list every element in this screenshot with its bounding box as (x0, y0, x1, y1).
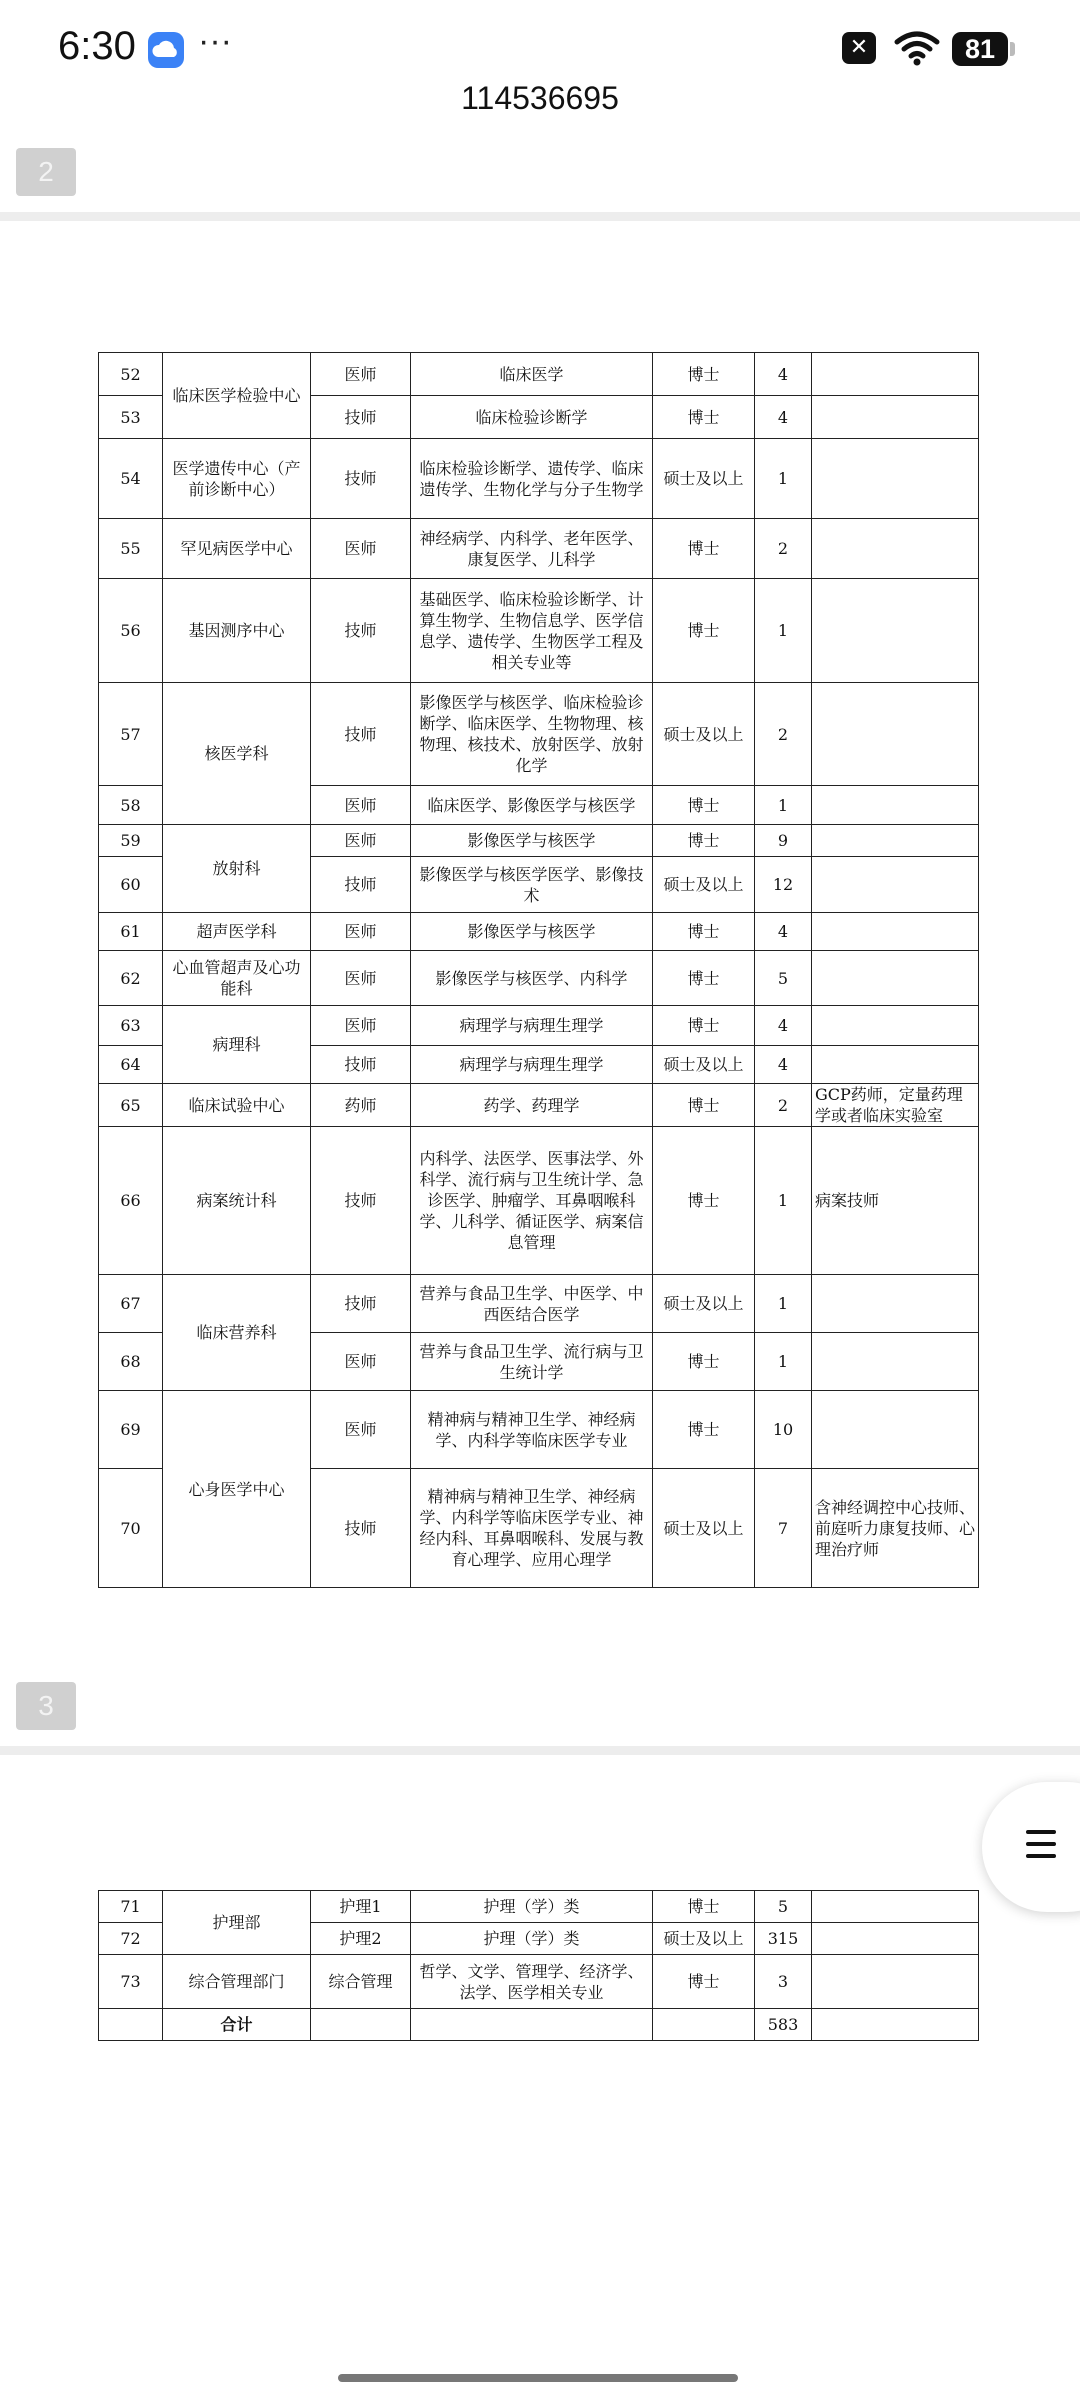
count-cell: 1 (755, 1275, 812, 1333)
count-cell: 5 (755, 1891, 812, 1923)
degree-cell: 博士 (653, 1955, 755, 2009)
note-cell (812, 683, 979, 786)
row-number: 60 (99, 857, 163, 913)
recruitment-table-page-2 (98, 352, 979, 1588)
notification-close-icon: ✕ (842, 32, 876, 64)
recruitment-table-page-3 (98, 1890, 979, 2041)
count-cell: 4 (755, 913, 812, 951)
degree-cell: 博士 (653, 396, 755, 439)
position-type: 医师 (311, 353, 411, 396)
total-count: 583 (755, 2009, 812, 2041)
degree-cell: 硕士及以上 (653, 1275, 755, 1333)
department-cell: 临床医学检验中心 (163, 353, 311, 439)
position-type: 技师 (311, 396, 411, 439)
note-cell: 含神经调控中心技师、前庭听力康复技师、心理治疗师 (812, 1469, 979, 1588)
page-number-badge: 2 (16, 148, 76, 196)
count-cell: 5 (755, 951, 812, 1006)
count-cell: 1 (755, 579, 812, 683)
major-cell: 影像医学与核医学 (411, 913, 653, 951)
position-type: 技师 (311, 439, 411, 519)
table-row (99, 1084, 979, 1127)
row-number: 63 (99, 1006, 163, 1046)
degree-cell: 硕士及以上 (653, 439, 755, 519)
note-cell (812, 786, 979, 825)
major-cell: 临床医学、影像医学与核医学 (411, 786, 653, 825)
document-title: 114536695 (461, 80, 619, 116)
degree-cell: 博士 (653, 519, 755, 579)
row-number: 58 (99, 786, 163, 825)
battery-icon: 81 (952, 32, 1008, 66)
degree-cell (653, 2009, 755, 2041)
note-cell (812, 2009, 979, 2041)
note-cell: 病案技师 (812, 1127, 979, 1275)
table-row (99, 519, 979, 579)
total-label: 合计 (163, 2009, 311, 2041)
major-cell: 临床医学 (411, 353, 653, 396)
note-cell (812, 1923, 979, 1955)
count-cell: 2 (755, 1084, 812, 1127)
home-indicator[interactable] (338, 2374, 738, 2382)
row-number (99, 2009, 163, 2041)
position-type: 医师 (311, 519, 411, 579)
table-row (99, 1127, 979, 1275)
table-row (99, 683, 979, 786)
note-cell (812, 439, 979, 519)
department-cell: 放射科 (163, 825, 311, 913)
row-number: 62 (99, 951, 163, 1006)
count-cell: 315 (755, 1923, 812, 1955)
major-cell: 影像医学与核医学、临床检验诊断学、临床医学、生物物理、核物理、核技术、放射医学、放射化学 (411, 683, 653, 786)
major-cell: 临床检验诊断学 (411, 396, 653, 439)
table-row (99, 825, 979, 857)
table-row (99, 439, 979, 519)
degree-cell: 博士 (653, 825, 755, 857)
count-cell: 2 (755, 519, 812, 579)
count-cell: 4 (755, 353, 812, 396)
degree-cell: 博士 (653, 353, 755, 396)
department-cell: 临床营养科 (163, 1275, 311, 1391)
table-row (99, 353, 979, 396)
row-number: 72 (99, 1923, 163, 1955)
position-type: 医师 (311, 913, 411, 951)
department-cell: 核医学科 (163, 683, 311, 825)
count-cell: 7 (755, 1469, 812, 1588)
note-cell (812, 353, 979, 396)
row-number: 56 (99, 579, 163, 683)
degree-cell: 硕士及以上 (653, 1923, 755, 1955)
note-cell (812, 1891, 979, 1923)
note-cell (812, 951, 979, 1006)
count-cell: 1 (755, 1333, 812, 1391)
floating-menu-button[interactable] (982, 1782, 1080, 1912)
row-number: 71 (99, 1891, 163, 1923)
note-cell (812, 913, 979, 951)
position-type: 技师 (311, 1127, 411, 1275)
major-cell: 护理（学）类 (411, 1923, 653, 1955)
note-cell (812, 579, 979, 683)
major-cell: 营养与食品卫生学、流行病与卫生统计学 (411, 1333, 653, 1391)
degree-cell: 博士 (653, 1333, 755, 1391)
department-cell: 护理部 (163, 1891, 311, 1955)
menu-icon (1026, 1830, 1056, 1866)
table-row (99, 1275, 979, 1333)
major-cell: 病理学与病理生理学 (411, 1046, 653, 1084)
position-type: 技师 (311, 857, 411, 913)
degree-cell: 博士 (653, 579, 755, 683)
count-cell: 3 (755, 1955, 812, 2009)
cloud-app-icon (148, 32, 184, 68)
major-cell (411, 2009, 653, 2041)
row-number: 53 (99, 396, 163, 439)
position-type: 技师 (311, 1469, 411, 1588)
count-cell: 9 (755, 825, 812, 857)
major-cell: 营养与食品卫生学、中医学、中西医结合医学 (411, 1275, 653, 1333)
battery-tip (1010, 42, 1015, 56)
major-cell: 护理（学）类 (411, 1891, 653, 1923)
count-cell: 12 (755, 857, 812, 913)
table-row (99, 913, 979, 951)
major-cell: 影像医学与核医学医学、影像技术 (411, 857, 653, 913)
note-cell (812, 1275, 979, 1333)
table-row (99, 579, 979, 683)
position-type (311, 2009, 411, 2041)
degree-cell: 博士 (653, 1127, 755, 1275)
major-cell: 影像医学与核医学 (411, 825, 653, 857)
department-cell: 综合管理部门 (163, 1955, 311, 2009)
degree-cell: 博士 (653, 1084, 755, 1127)
position-type: 综合管理 (311, 1955, 411, 2009)
department-cell: 超声医学科 (163, 913, 311, 951)
status-time: 6:30 (58, 24, 136, 68)
row-number: 70 (99, 1469, 163, 1588)
major-cell: 病理学与病理生理学 (411, 1006, 653, 1046)
major-cell: 内科学、法医学、医事法学、外科学、流行病与卫生统计学、急诊医学、肿瘤学、耳鼻咽喉科学、儿科学、循证医学、病案信息管理 (411, 1127, 653, 1275)
department-cell: 心身医学中心 (163, 1391, 311, 1588)
count-cell: 4 (755, 396, 812, 439)
table-row (99, 1391, 979, 1469)
table-row (99, 1891, 979, 1923)
table-row (99, 951, 979, 1006)
row-number: 64 (99, 1046, 163, 1084)
count-cell: 1 (755, 1127, 812, 1275)
row-number: 69 (99, 1391, 163, 1469)
position-type: 医师 (311, 1333, 411, 1391)
position-type: 护理2 (311, 1923, 411, 1955)
position-type: 医师 (311, 1006, 411, 1046)
department-cell: 医学遗传中心（产前诊断中心） (163, 439, 311, 519)
row-number: 52 (99, 353, 163, 396)
major-cell: 影像医学与核医学、内科学 (411, 951, 653, 1006)
table-row (99, 1006, 979, 1046)
note-cell (812, 1006, 979, 1046)
wifi-icon (894, 30, 940, 66)
degree-cell: 博士 (653, 913, 755, 951)
note-cell (812, 825, 979, 857)
row-number: 66 (99, 1127, 163, 1275)
major-cell: 精神病与精神卫生学、神经病学、内科学等临床医学专业 (411, 1391, 653, 1469)
row-number: 54 (99, 439, 163, 519)
row-number: 61 (99, 913, 163, 951)
note-cell (812, 1333, 979, 1391)
degree-cell: 博士 (653, 786, 755, 825)
count-cell: 1 (755, 786, 812, 825)
department-cell: 心血管超声及心功能科 (163, 951, 311, 1006)
more-notifications-icon: ··· (198, 22, 232, 60)
department-cell: 病理科 (163, 1006, 311, 1084)
page-divider (0, 1746, 1080, 1755)
row-number: 73 (99, 1955, 163, 2009)
note-cell (812, 1391, 979, 1469)
row-number: 55 (99, 519, 163, 579)
note-cell (812, 1955, 979, 2009)
position-type: 技师 (311, 1275, 411, 1333)
position-type: 医师 (311, 951, 411, 1006)
department-cell: 病案统计科 (163, 1127, 311, 1275)
row-number: 65 (99, 1084, 163, 1127)
row-number: 59 (99, 825, 163, 857)
department-cell: 基因测序中心 (163, 579, 311, 683)
total-row (99, 2009, 979, 2041)
note-cell (812, 519, 979, 579)
note-cell (812, 396, 979, 439)
major-cell: 药学、药理学 (411, 1084, 653, 1127)
count-cell: 4 (755, 1046, 812, 1084)
position-type: 技师 (311, 579, 411, 683)
major-cell: 临床检验诊断学、遗传学、临床遗传学、生物化学与分子生物学 (411, 439, 653, 519)
position-type: 护理1 (311, 1891, 411, 1923)
position-type: 医师 (311, 786, 411, 825)
position-type: 技师 (311, 1046, 411, 1084)
page-divider (0, 212, 1080, 221)
major-cell: 哲学、文学、管理学、经济学、法学、医学相关专业 (411, 1955, 653, 2009)
department-cell: 临床试验中心 (163, 1084, 311, 1127)
major-cell: 精神病与精神卫生学、神经病学、内科学等临床医学专业、神经内科、耳鼻咽喉科、发展与教育心理学、应用心理学 (411, 1469, 653, 1588)
row-number: 67 (99, 1275, 163, 1333)
note-cell: GCP药师，定量药理学或者临床实验室 (812, 1084, 979, 1127)
degree-cell: 硕士及以上 (653, 683, 755, 786)
count-cell: 1 (755, 439, 812, 519)
degree-cell: 博士 (653, 1891, 755, 1923)
count-cell: 2 (755, 683, 812, 786)
note-cell (812, 857, 979, 913)
row-number: 57 (99, 683, 163, 786)
department-cell: 罕见病医学中心 (163, 519, 311, 579)
table-row (99, 1955, 979, 2009)
count-cell: 10 (755, 1391, 812, 1469)
count-cell: 4 (755, 1006, 812, 1046)
note-cell (812, 1046, 979, 1084)
position-type: 技师 (311, 683, 411, 786)
degree-cell: 博士 (653, 1006, 755, 1046)
degree-cell: 硕士及以上 (653, 1469, 755, 1588)
degree-cell: 硕士及以上 (653, 857, 755, 913)
position-type: 药师 (311, 1084, 411, 1127)
page-number-badge: 3 (16, 1682, 76, 1730)
position-type: 医师 (311, 825, 411, 857)
position-type: 医师 (311, 1391, 411, 1469)
degree-cell: 博士 (653, 1391, 755, 1469)
degree-cell: 硕士及以上 (653, 1046, 755, 1084)
degree-cell: 博士 (653, 951, 755, 1006)
row-number: 68 (99, 1333, 163, 1391)
major-cell: 神经病学、内科学、老年医学、康复医学、儿科学 (411, 519, 653, 579)
major-cell: 基础医学、临床检验诊断学、计算生物学、生物信息学、医学信息学、遗传学、生物医学工程及相关专业等 (411, 579, 653, 683)
